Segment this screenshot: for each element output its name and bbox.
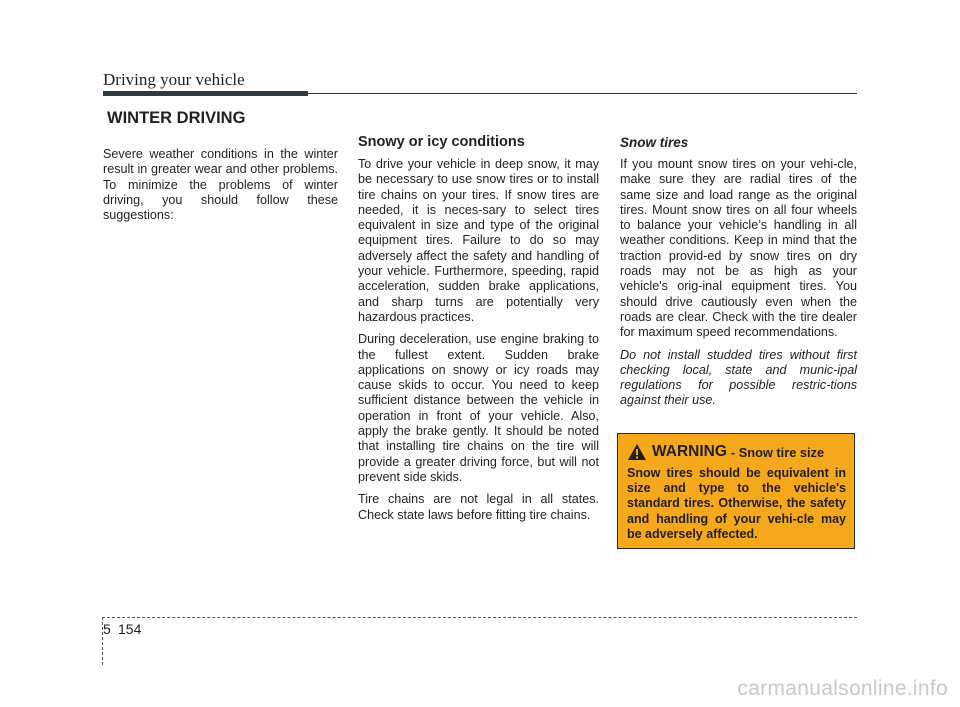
footer-rule [102,617,857,618]
snow-tires-heading: Snow tires [620,135,689,150]
column-intro [103,147,338,230]
column-snow-tires [620,133,857,416]
snowy-icy-paragraph-2: During deceleration, use engine braking to the fullest extent. Sudden brake applications on snowy or icy roads may cause skids to occur. You need to keep sufficient distance between the vehicle in operation in front of your vehicle. Also, apply the brake gently. It should be noted that installing tire chains on the tire will provide a greater driving force, but will not prevent side skids. [358,332,599,484]
header-rule-thin [308,93,857,94]
chapter-number: 5 [103,621,111,637]
page-number: 154 [118,621,142,637]
column-snowy-icy [358,133,599,530]
page-header-title: Driving your vehicle [103,70,245,89]
warning-label: WARNING [652,443,727,460]
section-title: WINTER DRIVING [107,109,246,127]
snowy-icy-heading: Snowy or icy conditions [358,134,525,150]
snowy-icy-paragraph-1: To drive your vehicle in deep snow, it may be necessary to use snow tires or to install tire chains on your tires. If snow tires are needed, it is neces-sary to select tires equivalent in size and type of the original equipment tires. Failure to do so may adversely affect the safety and handling of your vehicle. Furthermore, speeding, rapid acceleration, sudden brake applications, and sharp turns are potentially very hazardous practices. [358,157,599,324]
studded-tires-note: Do not install studded tires without first checking local, state and munic-ipal regulations for possible restric-tions against their use. [620,347,857,408]
snow-tires-paragraph: If you mount snow tires on your vehi-cle, make sure they are radial tires of the same size and load range as the original tires. Mount snow tires on all four wheels to balance your vehicle’s handling in all weather conditions. Keep in mind that the traction provid-ed by snow tires on dry roads may not be as high as your vehicle's orig-inal equipment tires. You should drive cautiously even when the roads are clear. Check with the tire dealer for maximum speed recommendations. [620,157,857,340]
header-rule-thick [103,91,308,96]
intro-paragraph: Severe weather conditions in the winter result in greater wear and other problems. To minimize the problems of winter driving, you should follow these suggestions: [103,147,338,223]
warning-box [617,433,855,549]
warning-triangle-icon [627,443,647,461]
warning-text: Snow tires should be equivalent in size and type to the vehicle's standard tires. Otherwise, the safety and handling of your vehi-cle may be adversely affected. [627,466,846,541]
warning-subtitle: - Snow tire size [730,444,825,460]
watermark: carmanualsonline.info [737,677,948,700]
snowy-icy-paragraph-3: Tire chains are not legal in all states. Check state laws before fitting tire chains. [358,492,599,522]
warning-header [627,443,846,461]
